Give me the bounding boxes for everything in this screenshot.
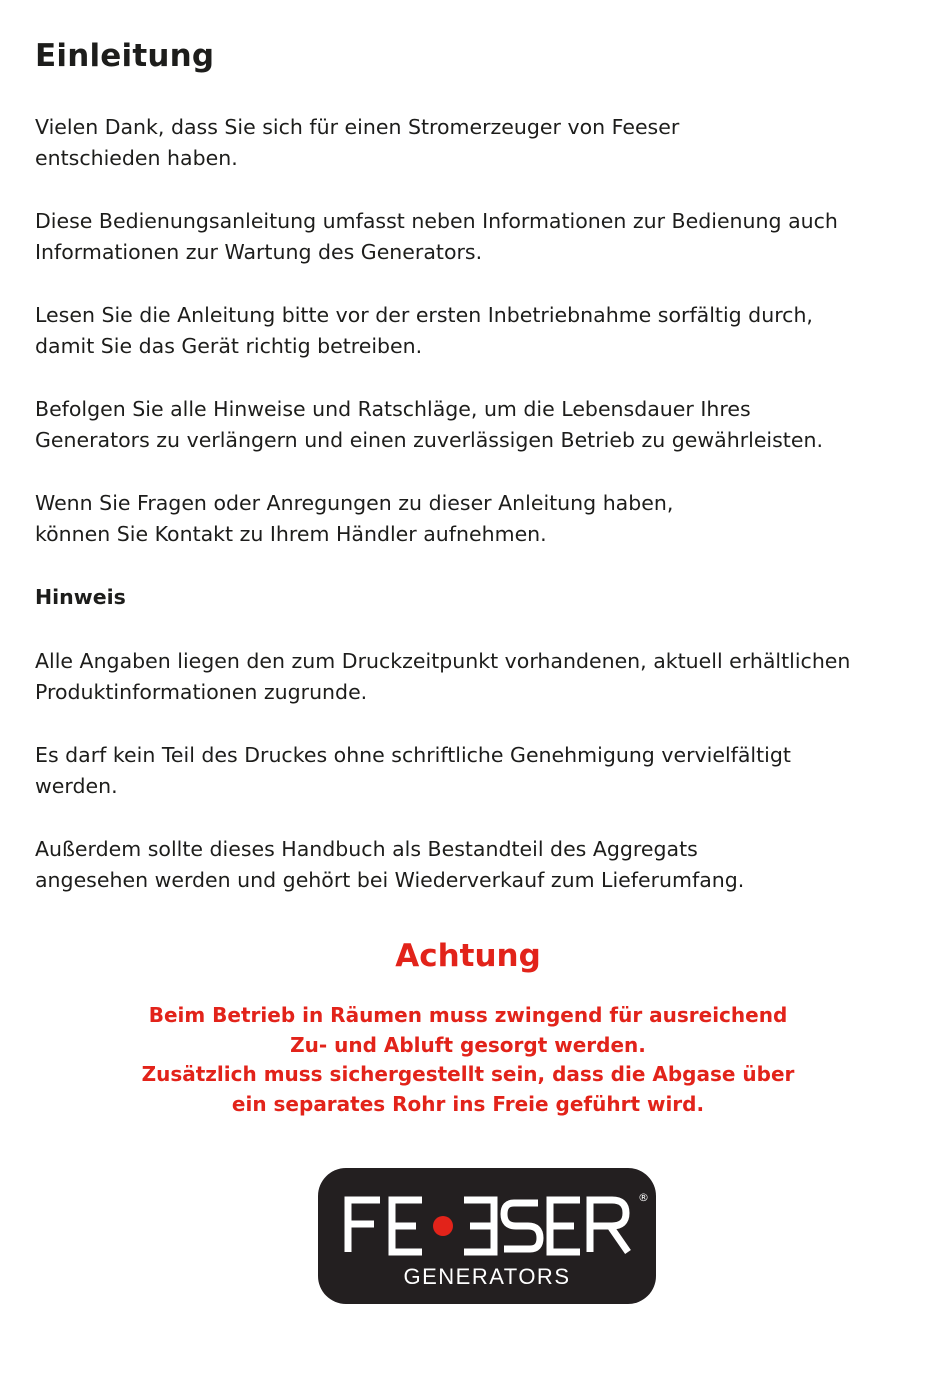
intro-paragraph-contact: Wenn Sie Fragen oder Anregungen zu dieser Anleitung haben, können Sie Kontakt zu Ihrem Händler aufnehmen.	[35, 491, 674, 546]
intro-paragraph-lifetime: Befolgen Sie alle Hinweise und Ratschläge, um die Lebensdauer Ihres Generators zu verlängern und einen zuverlässigen Betrieb zu gewährleisten.	[35, 397, 823, 452]
intro-paragraph-thanks: Vielen Dank, dass Sie sich für einen Stromerzeuger von Feeser entschieden haben.	[35, 115, 680, 170]
intro-paragraph-scope: Diese Bedienungsanleitung umfasst neben Informationen zur Bedienung auch Informationen zur Wartung des Generators.	[35, 209, 838, 264]
note-paragraph-info: Alle Angaben liegen den zum Druckzeitpunkt vorhandenen, aktuell erhältlichen Produktinformationen zugrunde.	[35, 649, 851, 704]
warning-title: Achtung	[395, 938, 541, 974]
note-heading: Hinweis	[35, 585, 126, 609]
note-paragraph-handbook: Außerdem sollte dieses Handbuch als Bestandteil des Aggregats angesehen werden und gehört bei Wiederverkauf zum Lieferumfang.	[35, 837, 745, 892]
registered-mark: ®	[638, 1191, 649, 1204]
note-paragraph-copyright: Es darf kein Teil des Druckes ohne schriftliche Genehmigung vervielfältigt werden.	[35, 743, 791, 798]
logo-red-dot	[433, 1216, 453, 1236]
feeser-generators-logo	[318, 1168, 656, 1304]
logo-tagline: GENERATORS	[403, 1264, 571, 1289]
warning-text: Beim Betrieb in Räumen muss zwingend für ausreichend Zu- und Abluft gesorgt werden. Zusätzlich muss sichergestellt sein, dass die Abgase über ein separates Rohr ins Freie geführt wird.	[141, 1003, 795, 1116]
intro-paragraph-read-first: Lesen Sie die Anleitung bitte vor der ersten Inbetriebnahme sorfältig durch, damit Sie das Gerät richtig betreiben.	[35, 303, 813, 358]
page-title: Einleitung	[35, 38, 215, 74]
